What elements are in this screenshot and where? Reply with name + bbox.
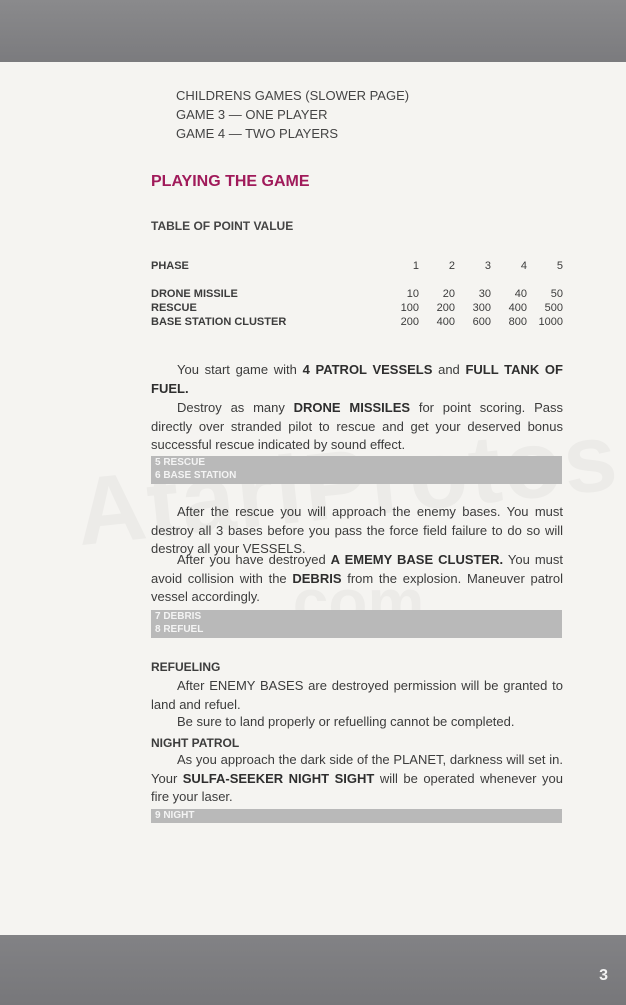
- game-options-list: [176, 86, 409, 143]
- caption-line: 6 BASE STATION: [155, 470, 237, 481]
- paragraph-destroy: [151, 399, 563, 455]
- table-cell: 400: [436, 316, 455, 328]
- caption-line: 5 RESCUE: [155, 457, 206, 468]
- caption-line: 8 REFUEL: [155, 624, 204, 635]
- table-cell: 1000: [538, 316, 563, 328]
- table-cell: 100: [400, 302, 419, 314]
- table-cell: BASE STATION CLUSTER: [151, 316, 287, 328]
- table-cell: 20: [442, 288, 455, 300]
- table-cell: 2: [448, 260, 455, 272]
- table-cell: 4: [520, 260, 527, 272]
- table-cell: 200: [400, 316, 419, 328]
- text-run: Destroy as many: [177, 400, 294, 415]
- paragraph-landing: Be sure to land properly or refuelling cannot be completed.: [177, 714, 515, 729]
- point-value-table: [151, 259, 563, 329]
- table-title: TABLE OF POINT VALUE: [151, 219, 294, 233]
- menu-line: GAME 4 — TWO PLAYERS: [176, 126, 339, 141]
- table-cell: 400: [508, 302, 527, 314]
- table-row: [151, 315, 563, 329]
- text-emphasis: 4 PATROL VESSELS: [302, 362, 433, 377]
- table-cell: DRONE MISSILE: [151, 288, 238, 300]
- table-cell: PHASE: [151, 260, 189, 272]
- text-run: As you approach the dark side of the PLANET, darkness will set in. Your: [151, 752, 563, 786]
- table-cell: 50: [550, 288, 563, 300]
- table-cell: RESCUE: [151, 302, 197, 314]
- paragraph-night: [151, 751, 563, 807]
- text-run: You must avoid collision with the: [151, 552, 563, 586]
- table-cell: 200: [436, 302, 455, 314]
- paragraph-start: [151, 361, 563, 398]
- text-emphasis: SULFA-SEEKER NIGHT SIGHT: [182, 770, 375, 786]
- menu-line: CHILDRENS GAMES (SLOWER PAGE): [176, 88, 410, 103]
- table-row: [151, 287, 563, 301]
- text-run: from the explosion. Maneuver patrol vessel accordingly.: [151, 570, 563, 604]
- table-spacer: [151, 273, 563, 287]
- text-emphasis: DEBRIS: [292, 570, 342, 586]
- section-heading: PLAYING THE GAME: [151, 173, 310, 190]
- text-emphasis: FULL TANK OF FUEL.: [151, 362, 563, 396]
- table-cell: 800: [508, 316, 527, 328]
- table-cell: 40: [514, 288, 527, 300]
- text-run: You start game with: [177, 362, 303, 377]
- table-row: [151, 301, 563, 315]
- table-cell: 600: [472, 316, 491, 328]
- text-emphasis: A EMEMY BASE CLUSTER.: [330, 552, 504, 567]
- menu-line: GAME 3 — ONE PLAYER: [176, 107, 328, 122]
- table-cell: 5: [556, 260, 563, 272]
- screen-caption-bar: [151, 809, 562, 823]
- table-cell: 300: [472, 302, 491, 314]
- page-number: 3: [599, 967, 608, 984]
- refueling-title: REFUELING: [151, 660, 221, 674]
- text-run: and: [432, 362, 466, 377]
- paragraph-refueling: After ENEMY BASES are destroyed permission will be granted to land and refuel.: [151, 678, 563, 712]
- bottom-band: [0, 935, 626, 1005]
- night-patrol-title: NIGHT PATROL: [151, 736, 240, 750]
- caption-line: 7 DEBRIS: [155, 611, 202, 622]
- caption-line: 9 NIGHT: [155, 810, 195, 821]
- table-cell: 3: [484, 260, 491, 272]
- table-cell: 500: [544, 302, 563, 314]
- table-header-row: [151, 259, 563, 273]
- text-emphasis: DRONE MISSILES: [293, 400, 411, 415]
- screen-caption-bar: [151, 610, 562, 638]
- paragraph-debris: [151, 551, 563, 607]
- top-band: [0, 0, 626, 62]
- table-cell: 30: [478, 288, 491, 300]
- paragraph-rescue: After the rescue you will approach the enemy bases. You must destroy all 3 bases before you pass the force field failure to do so will destroy all your VESSELS.: [151, 504, 563, 556]
- text-run: will be operated whenever you fire your laser.: [151, 770, 563, 804]
- table-cell: 1: [412, 260, 419, 272]
- text-run: After you have destroyed: [177, 552, 331, 567]
- text-run: for point scoring. Pass directly over stranded pilot to rescue and get your deserved bonus successful rescue indicated by sound effect.: [151, 400, 563, 452]
- table-cell: 10: [406, 288, 419, 300]
- screen-caption-bar: [151, 456, 562, 484]
